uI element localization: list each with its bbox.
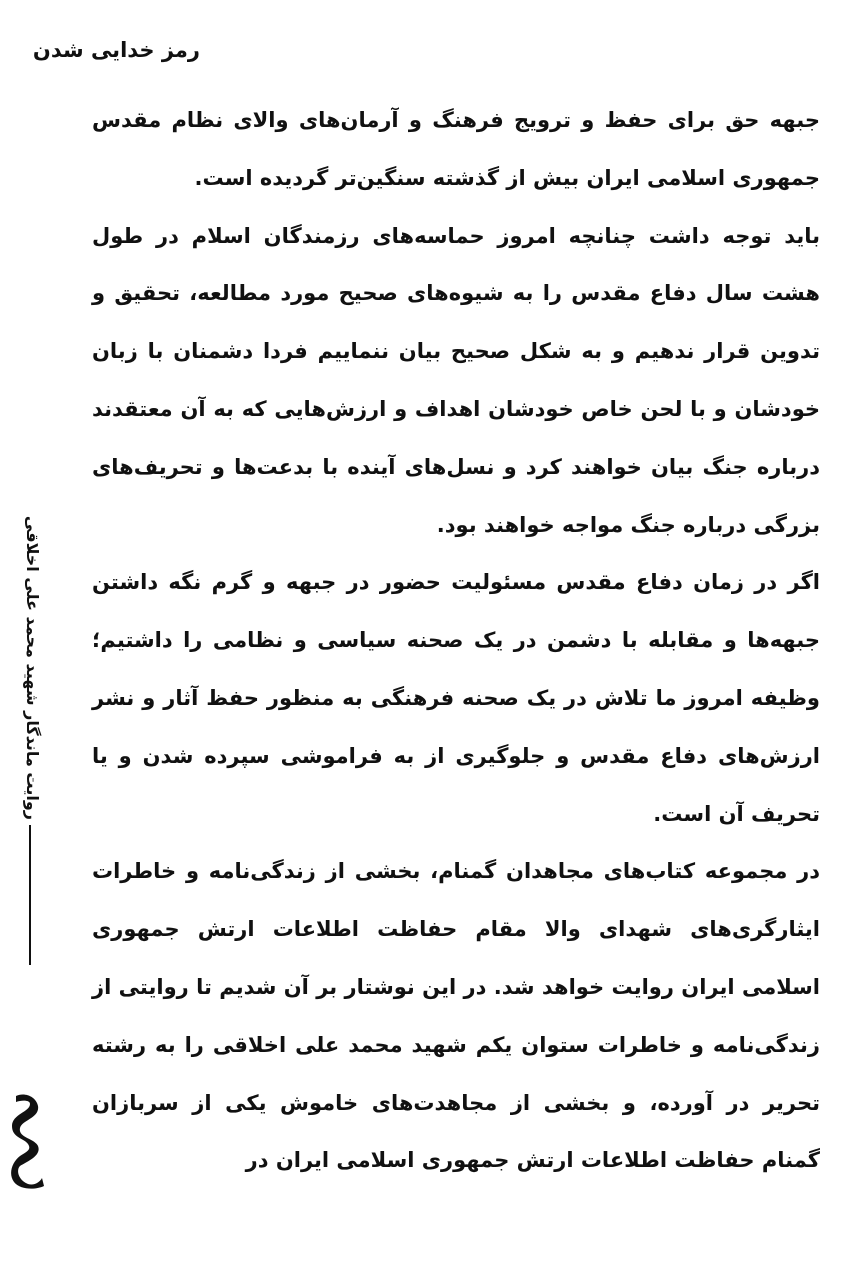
- publisher-logo: [8, 1090, 48, 1190]
- paragraph: جبهه حق برای حفظ و ترویج فرهنگ و آرمان‌های والای نظام مقدس جمهوری اسلامی ایران بیش از گذشته سنگین‌تر گردیده است.: [92, 108, 820, 190]
- page-title: رمز خدایی شدن: [32, 38, 200, 62]
- side-caption-text: روایت ماندگار شهید محمد علی اخلاقی: [23, 515, 42, 820]
- paragraph: اگر در زمان دفاع مقدس مسئولیت حضور در جبهه و گرم نگه داشتن جبهه‌ها و مقابله با دشمن در یک صحنه سیاسی و نظامی را داشتیم؛ وظیفه امروز ما تلاش در یک صحنه فرهنگی به منظور حفظ آثار و نشر ارزش‌های دفاع مقدس و جلوگیری از به فراموشی سپرده شدن و یا تحریف آن است.: [92, 570, 820, 826]
- body-text: [92, 92, 820, 1190]
- side-rule: [29, 825, 31, 965]
- side-caption: [18, 515, 42, 950]
- paragraph: باید توجه داشت چنانچه امروز حماسه‌های رزمندگان اسلام در طول هشت سال دفاع مقدس را به شیوه‌های صحیح مورد مطالعه، تحقیق و تدوین قرار ندهیم و به شکل صحیح بیان ننماییم فردا دشمنان با زبان خودشان و با لحن خاص خودشان اهداف و ارزش‌هایی که به آن معتقدند درباره جنگ بیان خواهند کرد و نسل‌های آینده با بدعت‌ها و تحریف‌های بزرگی درباره جنگ مواجه خواهند بود.: [92, 223, 820, 537]
- paragraph: در مجموعه کتاب‌های مجاهدان گمنام، بخشی از زندگی‌نامه و خاطرات ایثارگری‌های شهدای والا مقام حفاظت اطلاعات ارتش جمهوری اسلامی ایران روایت خواهد شد. در این نوشتار بر آن شدیم تا روایتی از زندگی‌نامه و خاطرات ستوان یکم شهید محمد علی اخلاقی را به رشته تحریر در آورده، و بخشی از مجاهدت‌های خاموش یکی از سربازان گمنام حفاظت اطلاعات ارتش جمهوری اسلامی ایران در: [92, 859, 820, 1173]
